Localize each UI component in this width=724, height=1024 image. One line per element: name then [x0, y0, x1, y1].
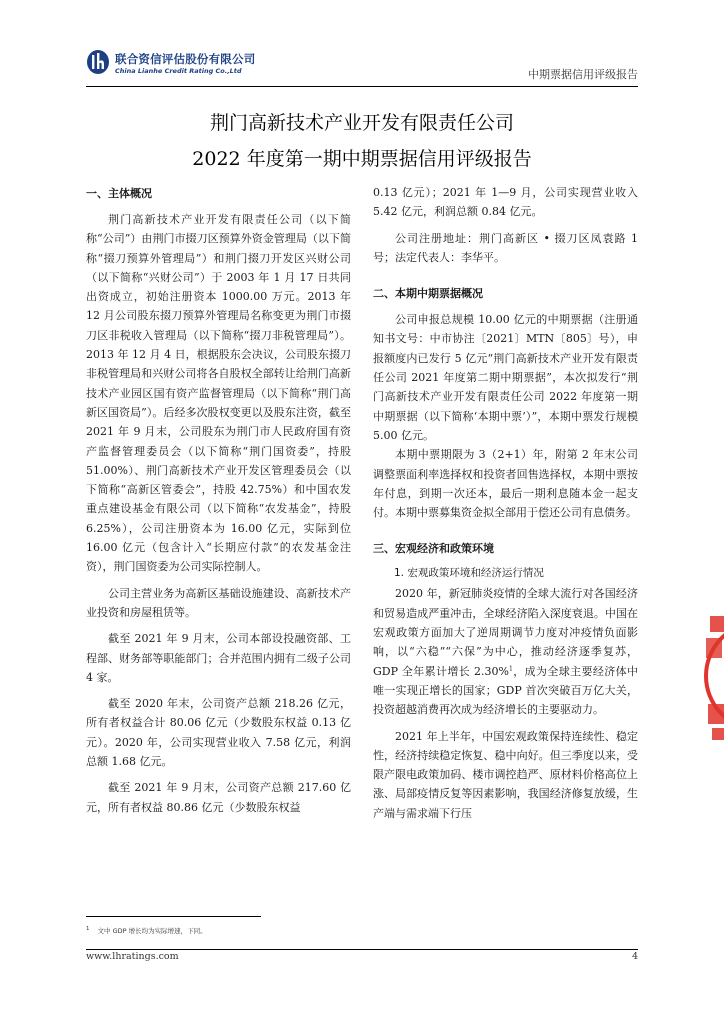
section-heading-entity-overview: 一、主体概况: [86, 187, 152, 200]
logo-company-name-en: China Lianhe Credit Rating Co.,Ltd: [115, 67, 242, 75]
company-seal-stamp: [700, 586, 724, 786]
subheading-macro-policy: 1. 宏观政策环境和经济运行情况: [394, 567, 544, 580]
paragraph-macro-2021: 2021 年上半年，中国宏观政策保持连续性、稳定性，经济持续稳定恢复、稳中向好。但三季度以来，受限产限电政策加码、楼市调控趋严、原材料价格高位上涨、局部疫情反复等因素影响，我国经济修复放缓，生产端与需求端下行压: [373, 729, 638, 820]
page-header: [86, 44, 638, 90]
report-title-line1: 荆门高新技术产业开发有限责任公司: [209, 112, 514, 134]
footnote: [86, 926, 207, 935]
report-type-label: 中期票据信用评级报告: [528, 68, 638, 81]
footer-divider: [86, 949, 638, 950]
paragraph-departments: 截至 2021 年 9 月末，公司本部设投融资部、工程部、财务部等职能部门；合并范围内拥有二级子公司 4 家。: [86, 632, 351, 684]
paragraph-main-business: 公司主营业务为高新区基础设施建设、高新技术产业投资和房屋租赁等。: [86, 586, 351, 619]
paragraph-company-history: 荆门高新技术产业开发有限责任公司（以下简称“公司”）由荆门市掇刀区预算外资金管理局（以下简称“掇刀预算外管理局”）和荆门掇刀开发区兴财公司（以下简称“兴财公司”）于 2003 年 1 月 17 日共同出资成立，初始注册资本 1000.00 万元。2013 年 12 月公司股东掇刀预算外管理局名称变更为荆门市掇刀区非税收入管理局（以下简称“掇刀非税管理局”）。2013 年 12 月 4 日，根据股东会决议，公司股东掇刀非税管理局和兴财公司将各自股权全部转让给荆门高新技术产业园区国有资产监督管理局（以下简称“荆门高新区国资局”）。后经多次股权变更以及股东注资，截至 2021 年 9 月末，公司股东为荆门市人民政府国有资产监督管理委员会（以下简称“荆门国资委”，持股 51.00%）、荆门高新技术产业开发区管理委员会（以下简称“高新区管委会”，持股 42.75%）和中国农发重点建设基金有限公司（以下简称“农发基金”，持股 6.25%），公司注册资本为 16.00 亿元，实际到位 16.00 亿元（包含计入“长期应付款”的农发基金注资），荆门国资委为公司实际控制人。: [86, 213, 351, 574]
paragraph-financials-2020: 截至 2020 年末，公司资产总额 218.26 亿元，所有者权益合计 80.06 亿元（少数股东权益 0.13 亿元）。2020 年，公司实现营业收入 7.58 亿元，利润总额 1.68 亿元。: [86, 697, 351, 769]
footnote-reference: 1: [508, 664, 513, 672]
paragraph-financials-2021q3: 截至 2021 年 9 月末，公司资产总额 217.60 亿元，所有者权益 80.86 亿元（少数股东权益: [86, 781, 351, 814]
left-column: [86, 183, 351, 817]
paragraph-registered-address: 公司注册地址：荆门高新区 • 掇刀区凤袁路 1 号；法定代表人：李华平。: [373, 231, 638, 264]
company-logo-icon: [86, 49, 110, 75]
section-heading-macro-environment: 三、宏观经济和政策环境: [373, 542, 494, 556]
paragraph-issuance-scale: 公司申报总规模 10.00 亿元的中期票据（注册通知书文号：中市协注〔2021〕MTN〔805〕号），申报额度内已发行 5 亿元“荆门高新技术产业开发有限责任公司 2021 年度第二期中期票据”，本次拟发行“荆门高新技术产业开发有限责任公司 2022 年度第一期中期票据（以下简称‘本期中票’）”，本期中票发行规模 5.00 亿元。: [373, 313, 638, 442]
footer-website: www.lhratings.com: [86, 951, 179, 962]
paragraph-macro-2020: [373, 584, 638, 719]
footnote-number: 1: [86, 926, 90, 932]
macro-2020-text-a: 2020 年，新冠肺炎疫情的全球大流行对各国经济和贸易造成严重冲击，全球经济陷入深度衰退。中国在宏观政策方面加大了逆周期调节力度对冲疫情负面影响，以“六稳”“六保”为中心，推动经济逐季复苏，GDP 全年累计增长 2.30%: [373, 587, 638, 678]
footnote-divider: [86, 916, 261, 917]
paragraph-issuance-terms: 本期中票期限为 3（2+1）年，附第 2 年末公司调整票面利率选择权和投资者回售选择权，本期中票按年付息，到期一次还本，最后一期利息随本金一起支付。本期中票募集资金拟全部用于偿还公司有息债务。: [373, 448, 638, 520]
logo-company-name: 联合资信评估股份有限公司: [115, 52, 256, 66]
section-heading-note-overview: 二、本期中期票据概况: [373, 287, 483, 301]
header-divider: [86, 86, 638, 87]
right-column: [373, 183, 638, 823]
report-title-line2: 2022 年度第一期中期票据信用评级报告: [192, 148, 532, 170]
macro-2020-text-b: ，成为全球主要经济体中唯一实现正增长的国家；GDP 首次突破百万亿大关，投资超越消费再次成为经济增长的主要驱动力。: [373, 664, 638, 717]
footnote-text: 文中 GDP 增长均为实际增速，下同。: [97, 927, 207, 936]
page-number: 4: [631, 951, 638, 962]
paragraph-financials-2021q3-cont: 0.13 亿元）；2021 年 1—9 月，公司实现营业收入 5.42 亿元，利润总额 0.84 亿元。: [373, 186, 638, 219]
